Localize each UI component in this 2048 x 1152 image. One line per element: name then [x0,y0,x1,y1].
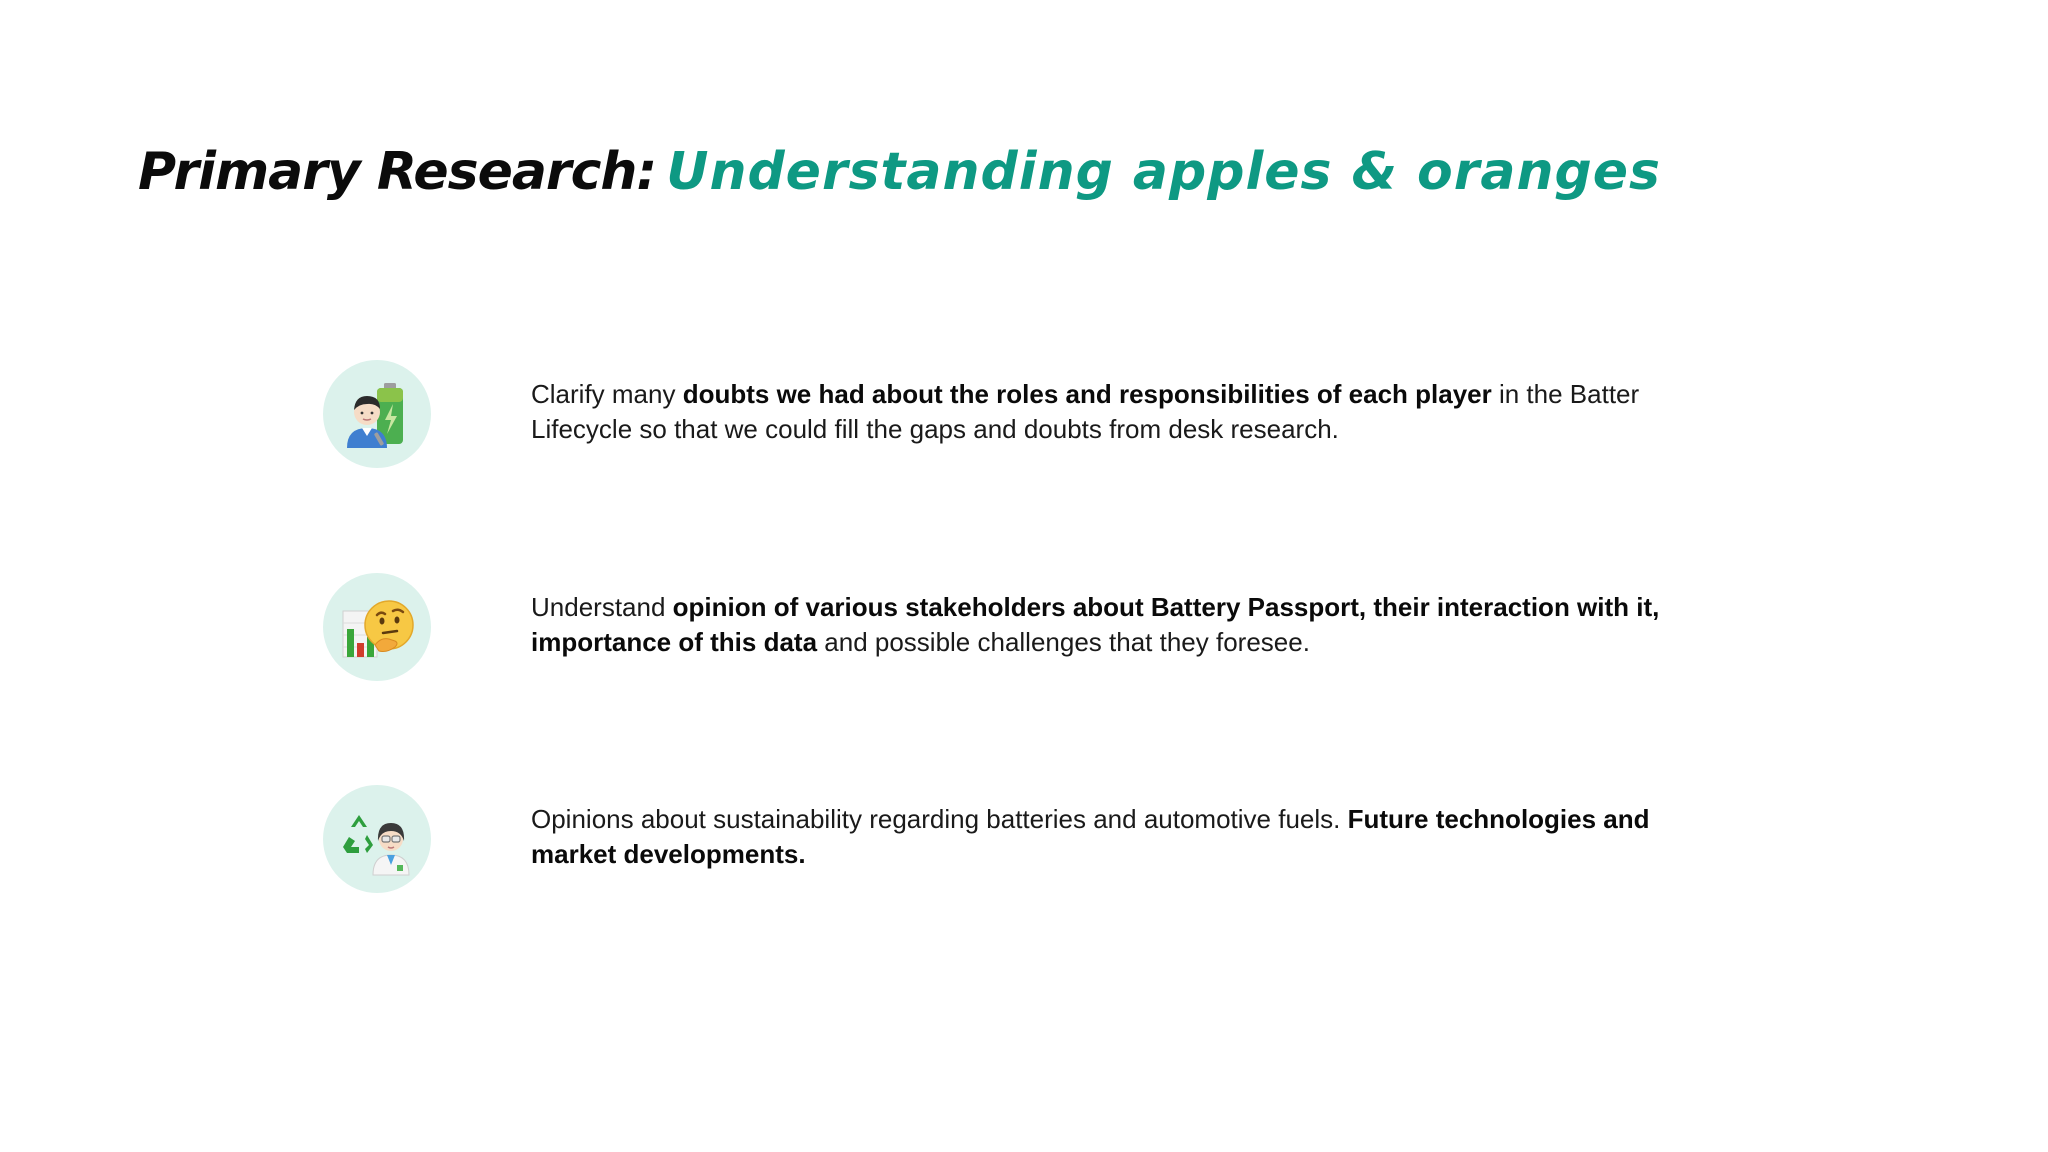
title-highlight: Understanding apples & oranges [666,142,1661,202]
research-item-opinions [323,573,1743,683]
title-prefix: Primary Research: [138,142,657,202]
text-regular: Understand [531,592,673,622]
text-regular: Opinions about sustainability regarding batteries and automotive fuels. [531,804,1348,834]
research-item-text [531,377,1691,447]
chart-thinking-face-icon [323,573,431,681]
text-emphasis: opinion of various stakeholders about Battery Passport, their interaction with it, importance of this data [531,592,1660,657]
research-item-text [531,802,1691,872]
text-emphasis: doubts we had about the roles and responsibilities of each player [682,379,1492,409]
research-item-roles [323,360,1743,470]
recycle-scientist-icon [323,785,431,893]
text-regular: and possible challenges that they foresee. [817,627,1310,657]
person-with-battery-icon [323,360,431,468]
text-emphasis: Future technologies and market developments. [531,804,1650,869]
text-regular: in the Batter Lifecycle so that we could fill the gaps and doubts from desk research. [531,379,1640,444]
slide-title [138,132,1661,212]
text-regular: Clarify many [531,379,683,409]
research-item-sustainability [323,785,1743,895]
research-item-text [531,590,1691,660]
